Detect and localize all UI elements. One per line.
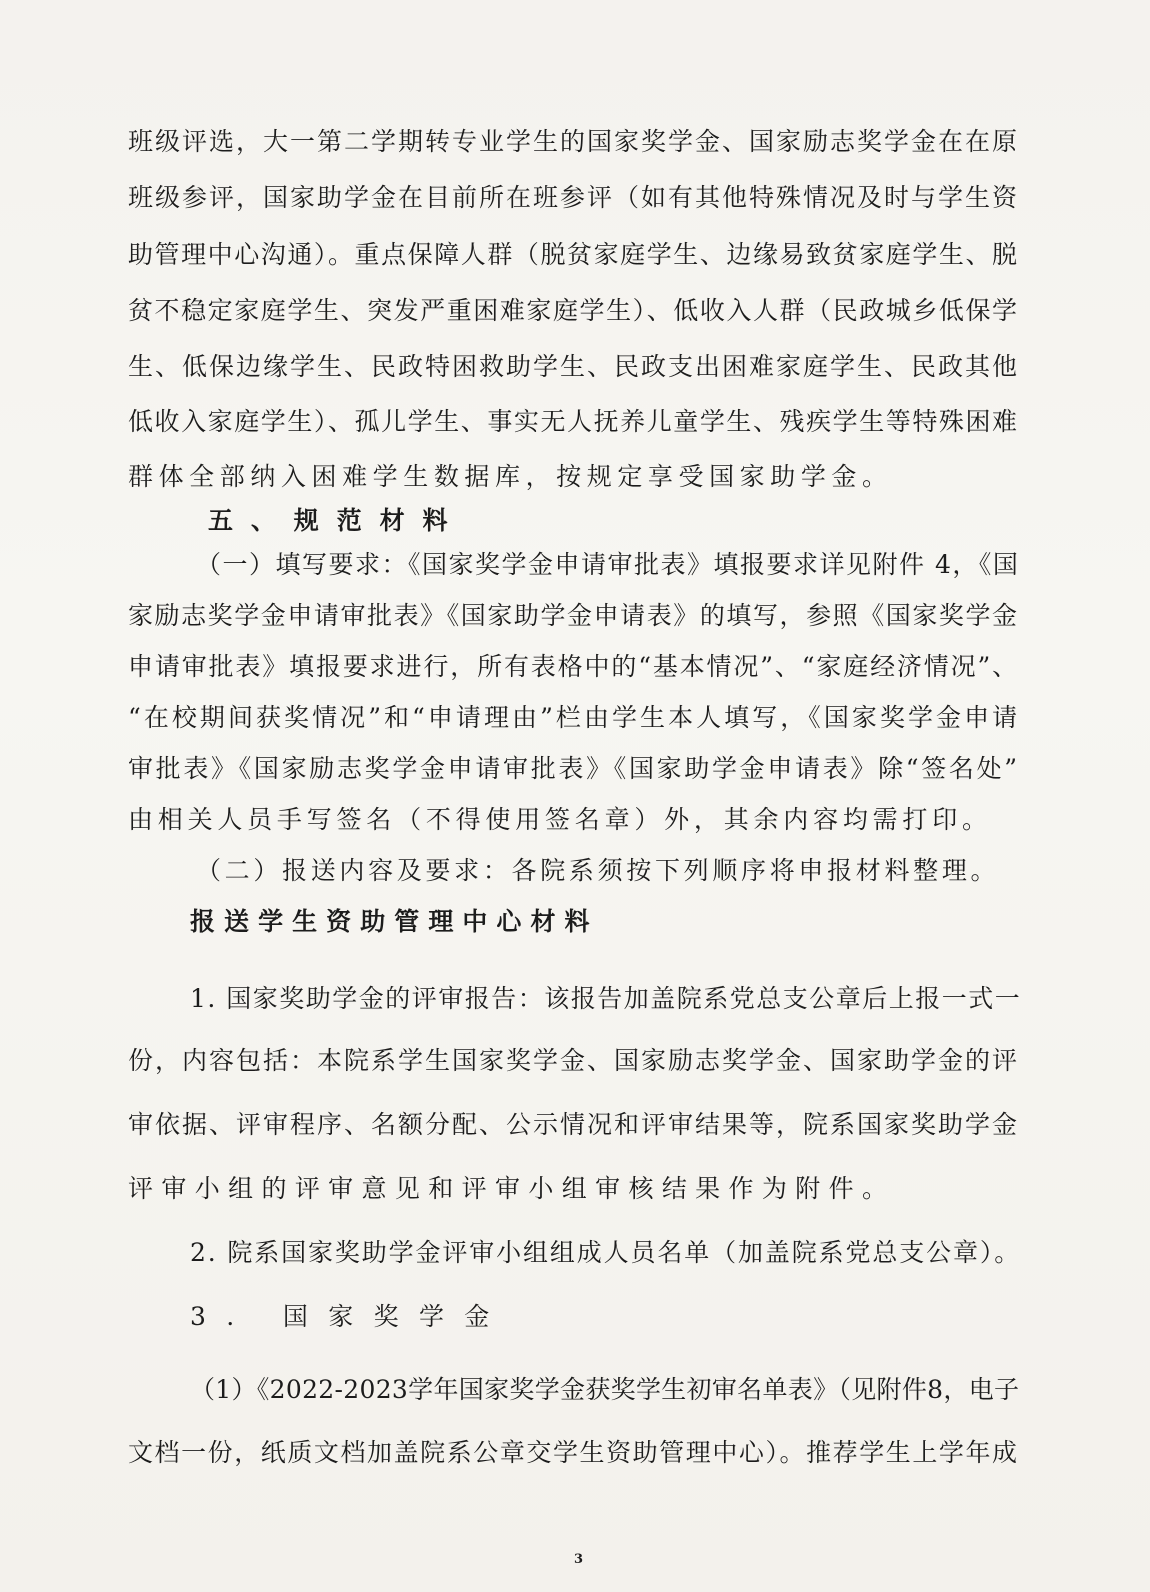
section-heading: 五、规范材料 xyxy=(208,506,466,535)
subsection-heading: 报送学生资助管理中心材料 xyxy=(190,907,599,936)
body-text-line: 评审小组的评审意见和评审小组审核结果作为附件。 xyxy=(128,1174,896,1203)
body-text-line: 3. 国家奖学金 xyxy=(190,1302,510,1331)
body-text-line: “在校期间获奖情况”和“申请理由”栏由学生本人填写，《国家奖学金申请 xyxy=(128,703,1021,732)
body-text-line: 审依据、评审程序、名额分配、公示情况和评审结果等，院系国家奖助学金 xyxy=(128,1110,1020,1139)
body-text-line: 1. 国家奖助学金的评审报告：该报告加盖院系党总支公章后上报一式一 xyxy=(190,984,1022,1013)
body-text-line: （1）《2022-2023学年国家奖学金获奖学生初审名单表》（见附件8，电子 xyxy=(190,1375,1020,1404)
body-text-line: （二）报送内容及要求：各院系须按下列顺序将申报材料整理。 xyxy=(196,856,1000,885)
body-text-line: 生、低保边缘学生、民政特困救助学生、民政支出困难家庭学生、民政其他 xyxy=(128,352,1020,381)
body-text-line: 班级评选，大一第二学期转专业学生的国家奖学金、国家励志奖学金在在原 xyxy=(128,127,1020,156)
body-text-line: 由相关人员手写签名（不得使用签名章）外，其余内容均需打印。 xyxy=(128,805,992,834)
body-text-line: 2. 院系国家奖助学金评审小组组成人员名单（加盖院系党总支公章）。 xyxy=(190,1238,1022,1267)
page-number: 3 xyxy=(574,1552,584,1567)
body-text-line: 文档一份，纸质文档加盖院系公章交学生资助管理中心）。推荐学生上学年成 xyxy=(128,1438,1019,1467)
body-text-line: 份，内容包括：本院系学生国家奖学金、国家励志奖学金、国家助学金的评 xyxy=(128,1046,1020,1075)
body-text-line: （一）填写要求：《国家奖学金申请审批表》填报要求详见附件 4，《国 xyxy=(196,550,1020,579)
body-text-line: 群体全部纳入困难学生数据库，按规定享受国家助学金。 xyxy=(128,462,893,491)
body-text-line: 家励志奖学金申请审批表》《国家助学金申请表》的填写，参照《国家奖学金 xyxy=(128,601,1019,630)
body-text-line: 贫不稳定家庭学生、突发严重困难家庭学生）、低收入人群（民政城乡低保学 xyxy=(128,296,1019,325)
body-text-line: 助管理中心沟通）。重点保障人群（脱贫家庭学生、边缘易致贫家庭学生、脱 xyxy=(128,240,1019,269)
body-text-line: 申请审批表》填报要求进行，所有表格中的“基本情况”、“家庭经济情况”、 xyxy=(128,652,1019,681)
body-text-line: 低收入家庭学生）、孤儿学生、事实无人抚养儿童学生、残疾学生等特殊困难 xyxy=(128,407,1019,436)
body-text-line: 审批表》《国家励志奖学金申请审批表》《国家助学金申请表》除“签名处” xyxy=(128,754,1020,783)
body-text-line: 班级参评，国家助学金在目前所在班参评（如有其他特殊情况及时与学生资 xyxy=(128,183,1020,212)
